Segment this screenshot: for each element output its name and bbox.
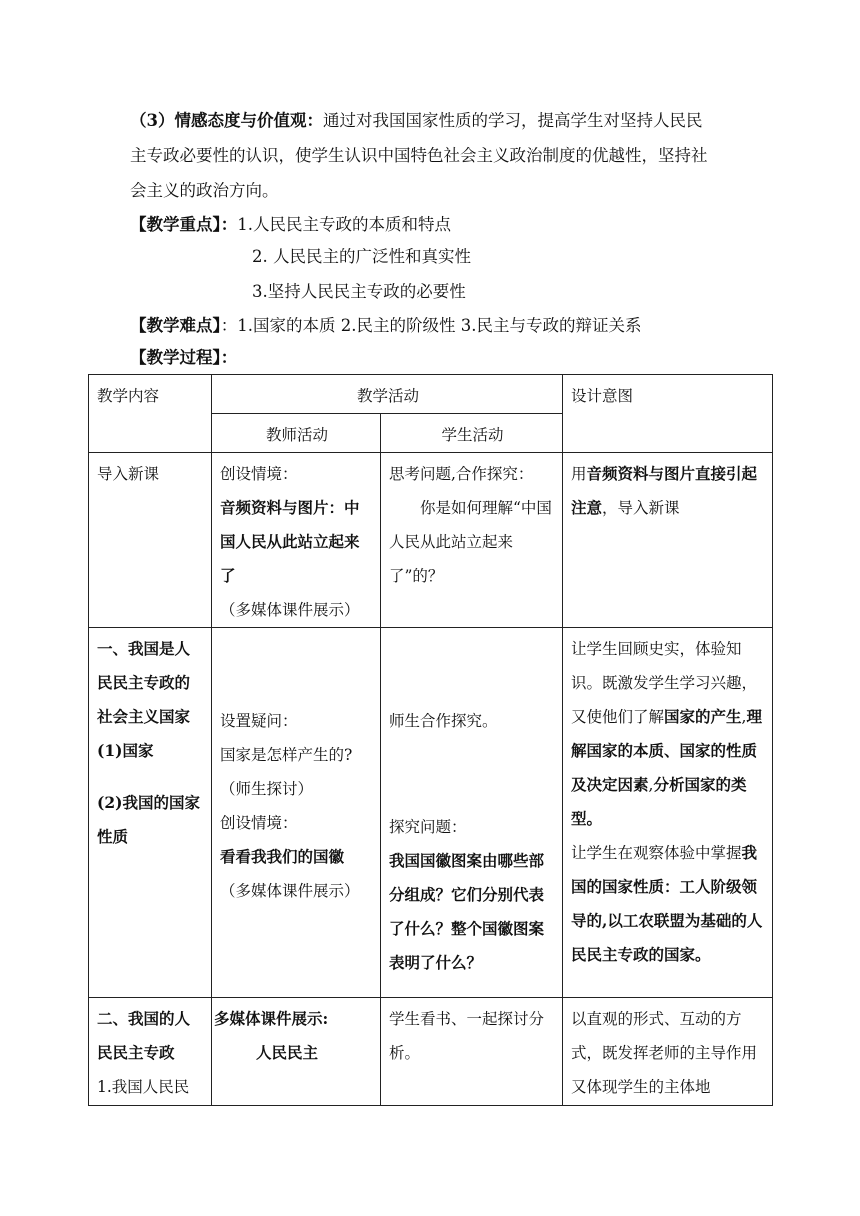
row3-design <box>563 998 773 1106</box>
row2-design-c: , <box>741 708 747 726</box>
row1-design <box>563 453 773 628</box>
row3-content <box>89 998 212 1106</box>
header-activities: 教学活动 <box>212 375 563 414</box>
row1-teacher-a: 创设情境： <box>220 465 298 483</box>
row1-teacher-c: （多媒体课件展示） <box>220 601 360 619</box>
header-content: 教学内容 <box>89 375 212 453</box>
row2-content <box>89 628 212 998</box>
row1-student-a: 思考问题,合作探究： <box>389 465 534 483</box>
lesson-table <box>88 374 773 1106</box>
intro-text-1: 通过对我国国家性质的学习，提高学生对坚持人民民 <box>322 111 703 130</box>
row1-teacher-b: 音频资料与图片：中国人民从此站立起来了 <box>220 498 360 585</box>
header-design: 设计意图 <box>563 375 773 453</box>
intro-line-1 <box>130 110 702 132</box>
row2-content-a: 一、我国是人民民主专政的社会主义国家 <box>97 639 191 726</box>
table-header-row <box>89 375 773 414</box>
intro-line-3: 会主义的政治方向。 <box>130 181 279 200</box>
row2-student-a: 师生合作探究。 <box>389 712 498 730</box>
key-point-3: 3.坚持人民民主专政的必要性 <box>252 282 466 301</box>
row2-student <box>381 628 563 998</box>
difficulties-line <box>130 315 641 337</box>
key-point-1: 1.人民民主专政的本质和特点 <box>237 215 451 234</box>
key-point-2: 2. 人民民主的广泛性和真实性 <box>252 247 471 266</box>
row2-design-f: 分析国家的类型。 <box>571 775 747 828</box>
row3-design-a: 以直观的形式、互动的方式，既发挥老师的主导作用又体现学生的主体地 <box>571 1010 758 1096</box>
key-points-label: 【教学重点】： <box>130 215 238 234</box>
row2-teacher-e: （多媒体课件展示） <box>220 882 360 900</box>
row2-student-c: 我国国徽图案由哪些部分组成？它们分别代表了什么？整个国徽图案表明了什么？ <box>389 851 545 972</box>
row3-student <box>381 998 563 1106</box>
row2-teacher <box>212 628 381 998</box>
row2-content-b: (1)国家 <box>97 741 154 760</box>
row1-design-c: ，导入新课 <box>602 499 680 517</box>
table-row <box>89 453 773 628</box>
row2-teacher-b: 国家是怎样产生的?（师生探讨） <box>220 746 353 798</box>
row2-design-h: 我国的国家性质：工人阶级领导的,以工农联盟为基础的人民民主专政的国家。 <box>571 843 763 964</box>
row2-student-b: 探究问题： <box>389 818 467 836</box>
row3-student-a: 学生看书、一起探讨分析。 <box>389 1010 545 1062</box>
row1-student-b: 你是如何理解“中国人民从此站立起来了”的？ <box>389 499 552 585</box>
key-points-line-1 <box>130 214 451 236</box>
process-label: 【教学过程】： <box>130 348 238 367</box>
row2-teacher-d: 看看我我们的国徽 <box>220 847 345 866</box>
row2-design-a: 让学生回顾史实，体验知识。既激发学生学习兴趣，又使他们了解 <box>571 640 758 726</box>
row2-design <box>563 628 773 998</box>
row2-design-d: 理解国家的本质、国家的性质及决定因素 <box>571 707 762 794</box>
row3-content-a: 二、我国的人民民主专政 <box>97 1009 191 1062</box>
row2-design-g: 让学生在观察体验中掌握 <box>571 844 742 862</box>
row2-content-c: (2)我国的国家性质 <box>97 793 200 846</box>
row3-teacher-a: 多媒体课件展示: <box>214 1009 329 1028</box>
row2-teacher-a: 设置疑问： <box>220 712 298 730</box>
row1-design-b: 音频资料与图片直接引起注意 <box>571 464 758 517</box>
row3-teacher <box>212 998 381 1106</box>
row1-design-a: 用 <box>571 465 587 483</box>
row2-teacher-c: 创设情境： <box>220 814 298 832</box>
row3-teacher-b: 人民民主 <box>256 1043 319 1062</box>
row2-design-e: , <box>648 776 654 794</box>
intro-line-2: 主专政必要性的认识，使学生认识中国特色社会主义政治制度的优越性，坚持社 <box>130 146 708 165</box>
difficulties-text: ：1.国家的本质 2.民主的阶级性 3.民主与专政的辩证关系 <box>220 316 642 335</box>
row2-design-b: 国家的产生 <box>664 707 742 726</box>
row1-content: 导入新课 <box>89 453 212 628</box>
header-student: 学生活动 <box>381 414 563 453</box>
table-row <box>89 628 773 998</box>
table-row <box>89 998 773 1106</box>
difficulties-label: 【教学难点】 <box>130 316 221 335</box>
row1-student <box>381 453 563 628</box>
row3-content-b: 1.我国人民民 <box>97 1078 190 1096</box>
header-teacher: 教师活动 <box>212 414 381 453</box>
row1-teacher <box>212 453 381 628</box>
emotion-attitude-label: （3）情感态度与价值观： <box>130 111 323 130</box>
